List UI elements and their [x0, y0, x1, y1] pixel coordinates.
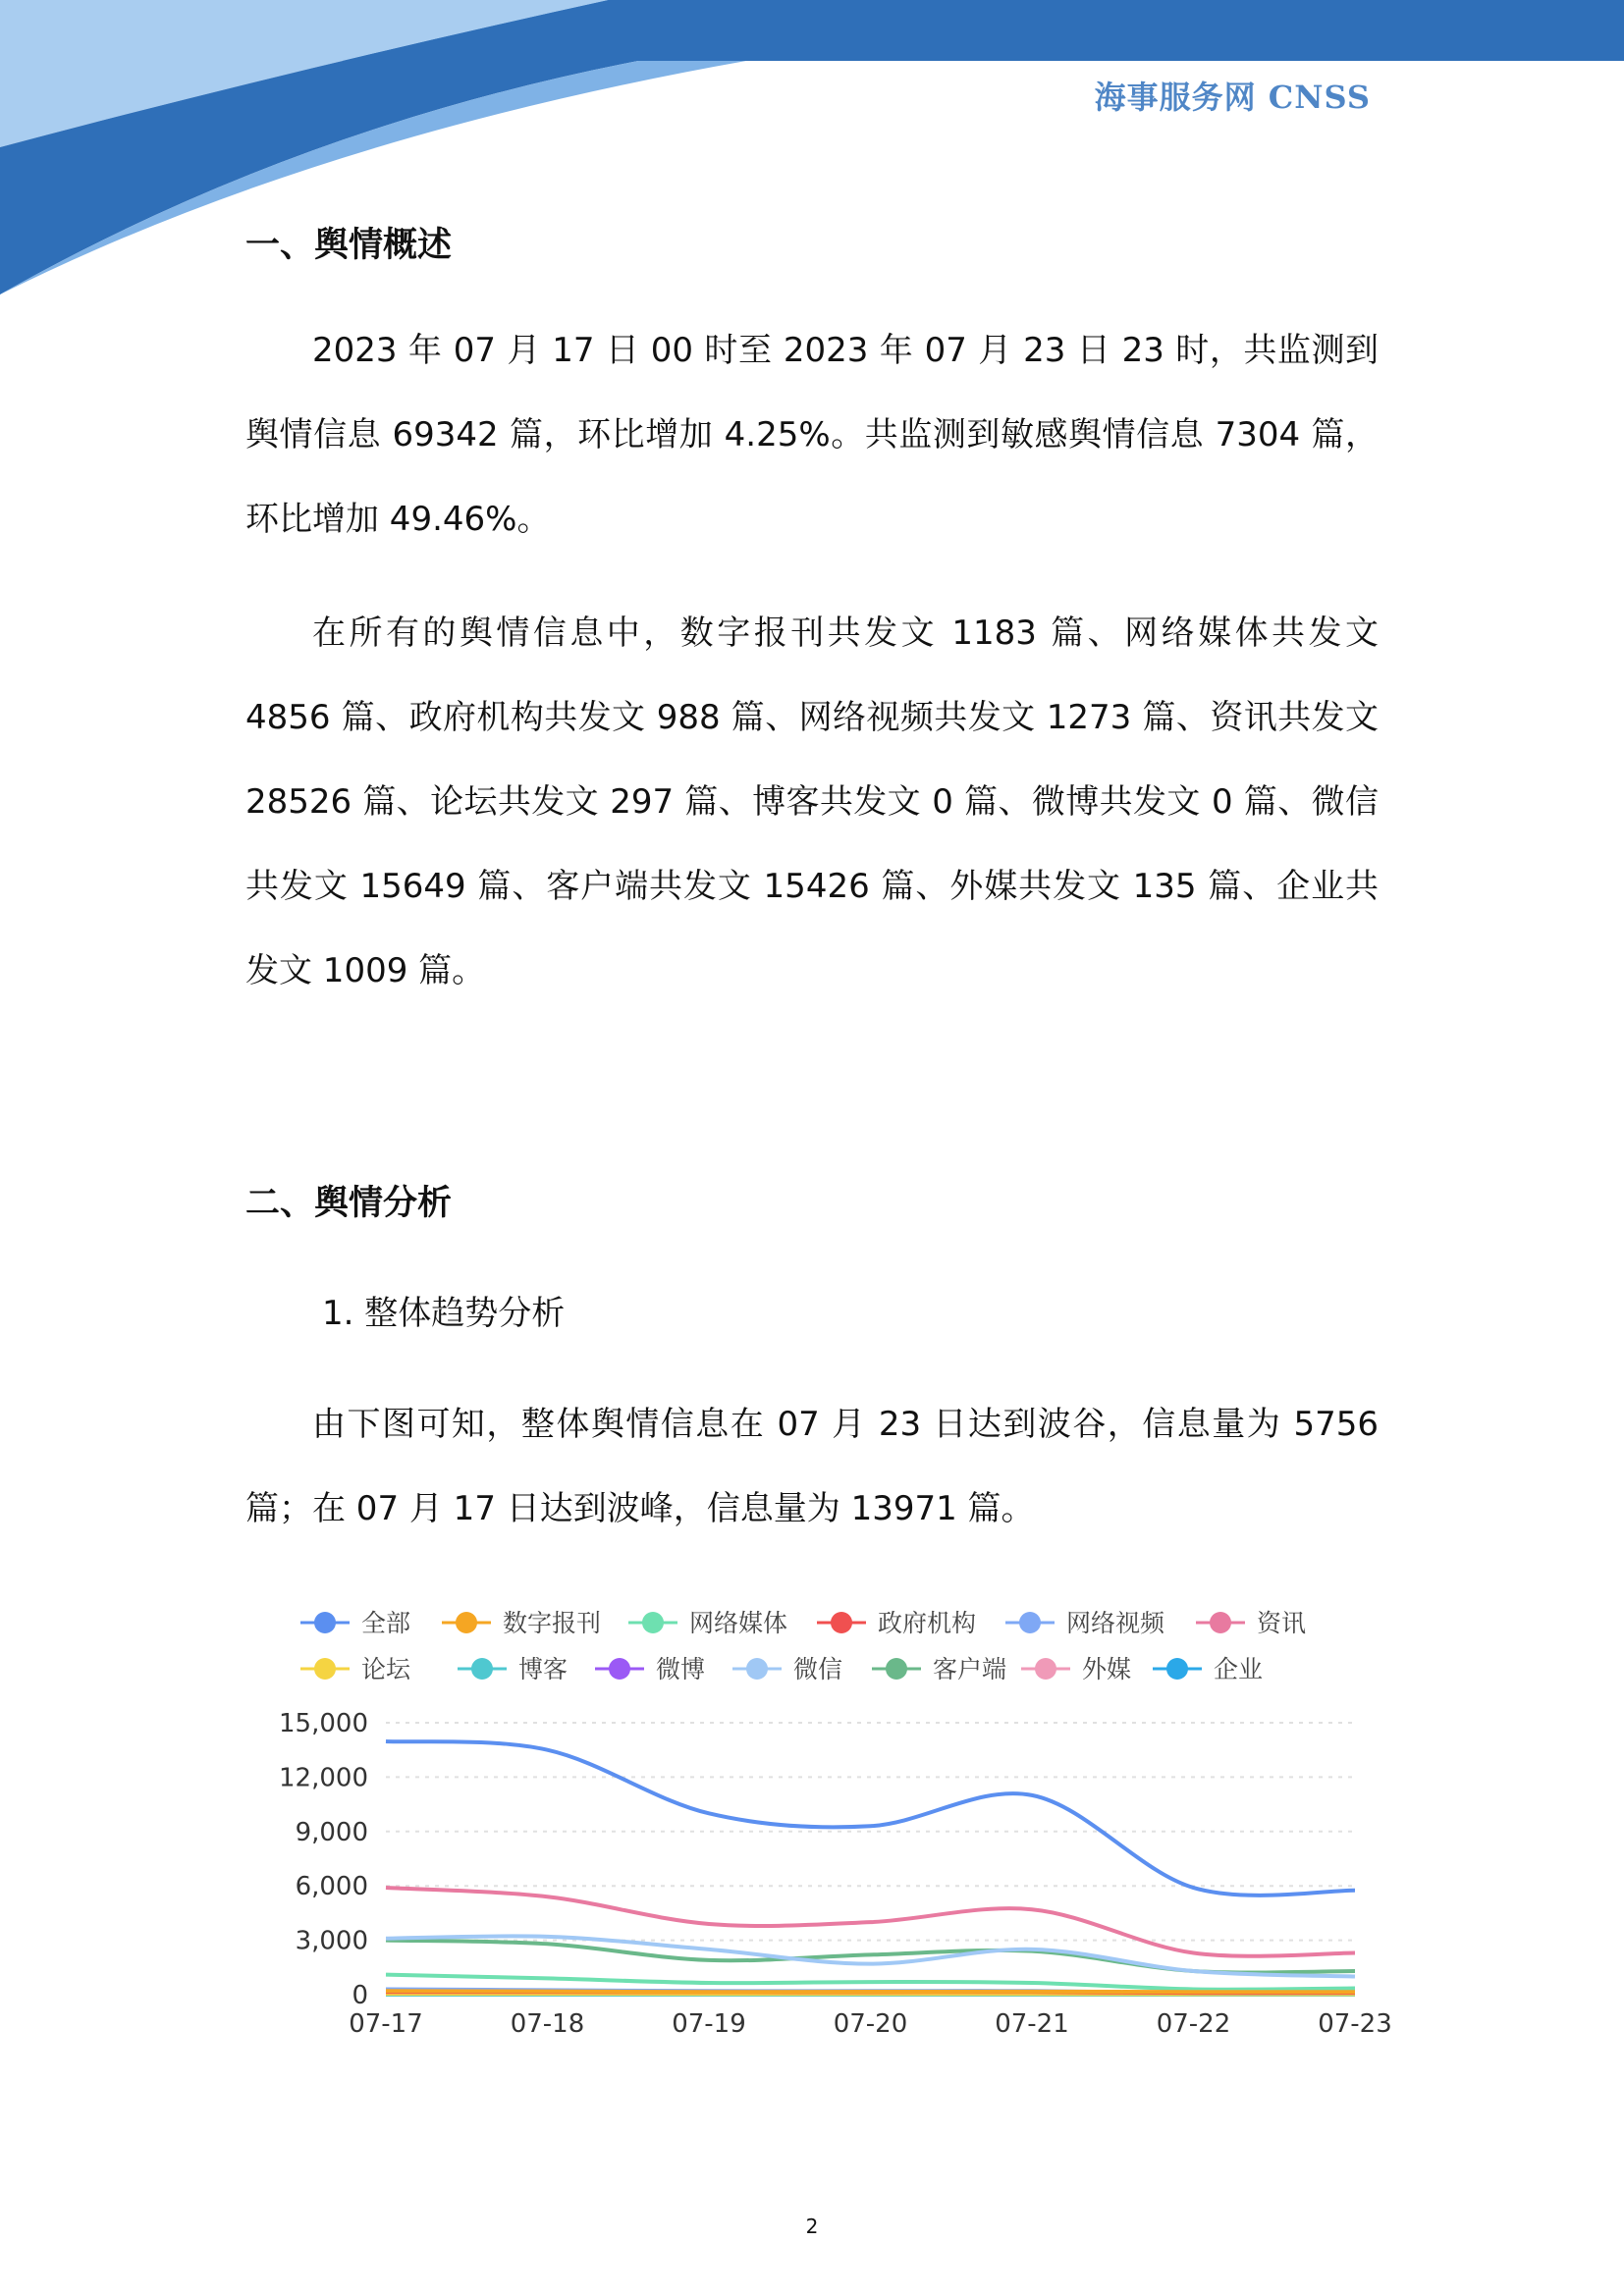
chart-series — [386, 1741, 1355, 1995]
y-tick-label: 15,000 — [279, 1709, 368, 1738]
y-tick-label: 6,000 — [295, 1872, 368, 1902]
legend-label: 企业 — [1214, 1655, 1264, 1683]
x-tick-label: 07-21 — [995, 2009, 1069, 2039]
legend-label: 政府机构 — [878, 1609, 977, 1637]
legend-marker — [314, 1612, 336, 1633]
legend-label: 客户端 — [933, 1655, 1007, 1683]
chart-grid — [386, 1723, 1355, 1995]
legend-label: 外媒 — [1082, 1655, 1132, 1683]
series-line-网络视频 — [386, 1989, 1355, 1993]
legend-label: 博客 — [518, 1655, 568, 1683]
y-tick-label: 0 — [352, 1981, 368, 2010]
section-title-overview: 一、舆情概述 — [245, 226, 453, 265]
legend-marker — [831, 1612, 852, 1633]
legend-marker — [1019, 1612, 1041, 1633]
section-title-analysis: 二、舆情分析 — [245, 1184, 453, 1223]
series-line-资讯 — [386, 1888, 1355, 1956]
legend-label: 数字报刊 — [503, 1609, 602, 1637]
legend-label: 网络视频 — [1066, 1609, 1165, 1637]
legend-marker — [471, 1658, 493, 1680]
chart-legend — [300, 1609, 1306, 1683]
legend-marker — [609, 1658, 630, 1680]
series-line-微信 — [386, 1936, 1355, 1976]
series-line-政府机构 — [386, 1992, 1355, 1993]
series-line-企业 — [386, 1992, 1355, 1993]
series-line-数字报刊 — [386, 1991, 1355, 1992]
trend-paragraph: 由下图可知，整体舆情信息在 07 月 23 日达到波谷，信息量为 5756 篇；在 07 月 17 日达到波峰，信息量为 13971 篇。 — [245, 1405, 1379, 1528]
header-banner — [0, 0, 1624, 294]
legend-marker — [642, 1612, 664, 1633]
legend-label: 全部 — [361, 1609, 411, 1637]
y-axis-ticks — [279, 1709, 368, 2010]
y-tick-label: 12,000 — [279, 1763, 368, 1793]
legend-marker — [886, 1658, 907, 1680]
subsection-title-trend: 1. 整体趋势分析 — [322, 1294, 566, 1333]
legend-marker — [1210, 1612, 1231, 1633]
y-tick-label: 9,000 — [295, 1817, 368, 1847]
legend-label: 微博 — [656, 1655, 706, 1683]
legend-marker — [1166, 1658, 1188, 1680]
x-tick-label: 07-19 — [672, 2009, 746, 2039]
x-tick-label: 07-20 — [833, 2009, 908, 2039]
legend-marker — [314, 1658, 336, 1680]
legend-label: 微信 — [793, 1655, 843, 1683]
y-tick-label: 3,000 — [295, 1926, 368, 1956]
x-tick-label: 07-17 — [349, 2009, 423, 2039]
overview-paragraph-2: 在所有的舆情信息中，数字报刊共发文 1183 篇、网络媒体共发文 4856 篇、政府机构共发文 988 篇、网络视频共发文 1273 篇、资讯共发文 28526 篇、论坛共发文 297 篇、博客共发文 0 篇、微博共发文 0 篇、微信共发文 15649 篇、客户端共发文 15426 篇、外媒共发文 135 篇、企业共发文 1009 篇。 — [245, 614, 1379, 990]
legend-marker — [456, 1612, 477, 1633]
series-line-网络媒体 — [386, 1975, 1355, 1990]
x-tick-label: 07-22 — [1156, 2009, 1231, 2039]
x-tick-label: 07-18 — [510, 2009, 585, 2039]
x-tick-label: 07-23 — [1318, 2009, 1392, 2039]
overview-paragraph-1: 2023 年 07 月 17 日 00 时至 2023 年 07 月 23 日 23 时，共监测到舆情信息 69342 篇，环比增加 4.25%。共监测到敏感舆情信息 7304 篇，环比增加 49.46%。 — [245, 331, 1379, 539]
legend-marker — [1035, 1658, 1056, 1680]
brand-logo-text: 海事服务网 CNSS — [1094, 79, 1371, 116]
x-axis-ticks — [349, 2009, 1392, 2039]
legend-marker — [746, 1658, 768, 1680]
legend-label: 网络媒体 — [689, 1609, 788, 1637]
page-number: 2 — [805, 2215, 819, 2238]
series-line-全部 — [386, 1741, 1355, 1896]
legend-label: 论坛 — [361, 1655, 411, 1683]
legend-label: 资讯 — [1257, 1609, 1307, 1637]
series-line-客户端 — [386, 1941, 1355, 1973]
